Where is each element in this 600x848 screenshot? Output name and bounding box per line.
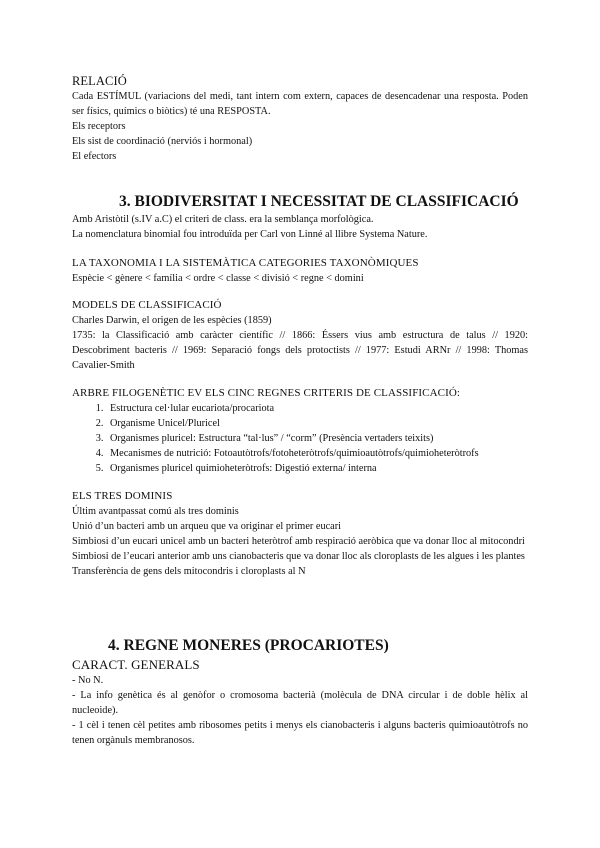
chapter-3-intro: Amb Aristòtil (s.IV a.C) el criteri de class. era la semblança morfològica. — [72, 214, 374, 225]
arbre-block — [72, 386, 528, 476]
dominis-line: Simbiosi de l’eucari anterior amb uns cianobacteris que va donar lloc als cloroplasts de les algues i les plantes — [72, 551, 525, 562]
list-item: 4. Mecanismes de nutrició: Fotoautòtrofs/fotoheteròtrofs/quimioautòtrofs/quimioheteròtrofs — [106, 446, 528, 461]
relacio-line: El efectors — [72, 151, 117, 162]
list-item: 2. Organisme Unicel/Pluricel — [106, 416, 528, 431]
chapter-4-block — [72, 636, 528, 748]
chapter-4-title: 4. REGNE MONERES (PROCARIOTES) — [108, 637, 389, 654]
relacio-line: Els receptors — [72, 121, 126, 132]
dominis-line: Transferència de gens dels mitocondris i cloroplasts al N — [72, 566, 306, 577]
models-block — [72, 298, 528, 373]
chapter-3-intro: La nomenclatura binomial fou introduïda per Carl von Linné al llibre Systema Nature. — [72, 229, 428, 240]
criteris-list — [72, 401, 528, 476]
dominis-line: Unió d’un bacteri amb un arqueu que va originar el primer eucari — [72, 521, 342, 532]
relacio-block — [72, 73, 528, 164]
dominis-heading: ELS TRES DOMINIS — [72, 490, 173, 502]
models-heading: MODELS DE CLASSIFICACIÓ — [72, 299, 222, 311]
dominis-line: Últim avantpassat comú als tres dominis — [72, 506, 239, 517]
taxonomia-heading: LA TAXONOMIA I LA SISTEMÀTICA CATEGORIES TAXONÒMIQUES — [72, 257, 419, 269]
taxonomia-text: Espècie < gènere < família < ordre < classe < divisió < regne < domini — [72, 273, 364, 284]
caract-line: - 1 cèl i tenen cèl petites amb ribosomes petits i menys els cianobacteris i alguns bacteris quimioautòtrofs no tenen orgànuls membranosos. — [72, 720, 528, 746]
chapter-3-title: 3. BIODIVERSITAT I NECESSITAT DE CLASSIFICACIÓ — [119, 193, 519, 210]
relacio-heading: RELACIÓ — [72, 74, 127, 88]
caract-line: - La info genètica és al genòfor o cromosoma bacterià (molècula de DNA circular i de doble hèlix al nucleoide). — [72, 690, 528, 716]
models-line: 1735: la Classificació amb caràcter científic // 1866: Éssers vius amb estructura de talus // 1920: Descobriment bacteris // 1969: Separació fongs dels protoctists // 1977: Estudi ARNr // 1998: Thomas Cavalier-Smith — [72, 330, 528, 371]
arbre-heading: ARBRE FILOGENÈTIC EV ELS CINC REGNES CRITERIS DE CLASSIFICACIÓ: — [72, 387, 461, 399]
taxonomia-block — [72, 256, 528, 286]
list-item: 5. Organismes pluricel quimioheteròtrofs: Digestió externa/ interna — [106, 461, 528, 476]
chapter-3-block — [72, 192, 528, 242]
relacio-line: Cada ESTÍMUL (variacions del medi, tant intern com extern, capaces de desencadenar una resposta. Poden ser físics, químics o biòtics) té una RESPOSTA. — [72, 91, 528, 117]
relacio-line: Els sist de coordinació (nerviós i hormonal) — [72, 136, 253, 147]
dominis-block — [72, 489, 528, 579]
models-line: Charles Darwin, el origen de les espècies (1859) — [72, 315, 272, 326]
caract-line: - No N. — [72, 675, 104, 686]
list-item: 1. Estructura cel·lular eucariota/procariota — [106, 401, 528, 416]
dominis-line: Simbiosi d’un eucari unicel amb un bacteri heteròtrof amb respiració aeròbica que va donar lloc al mitocondri — [72, 536, 525, 547]
caract-heading: CARACT. GENERALS — [72, 657, 200, 672]
list-item: 3. Organismes pluricel: Estructura “tal·lus” / “corm” (Presència vertaders teixits) — [106, 431, 528, 446]
